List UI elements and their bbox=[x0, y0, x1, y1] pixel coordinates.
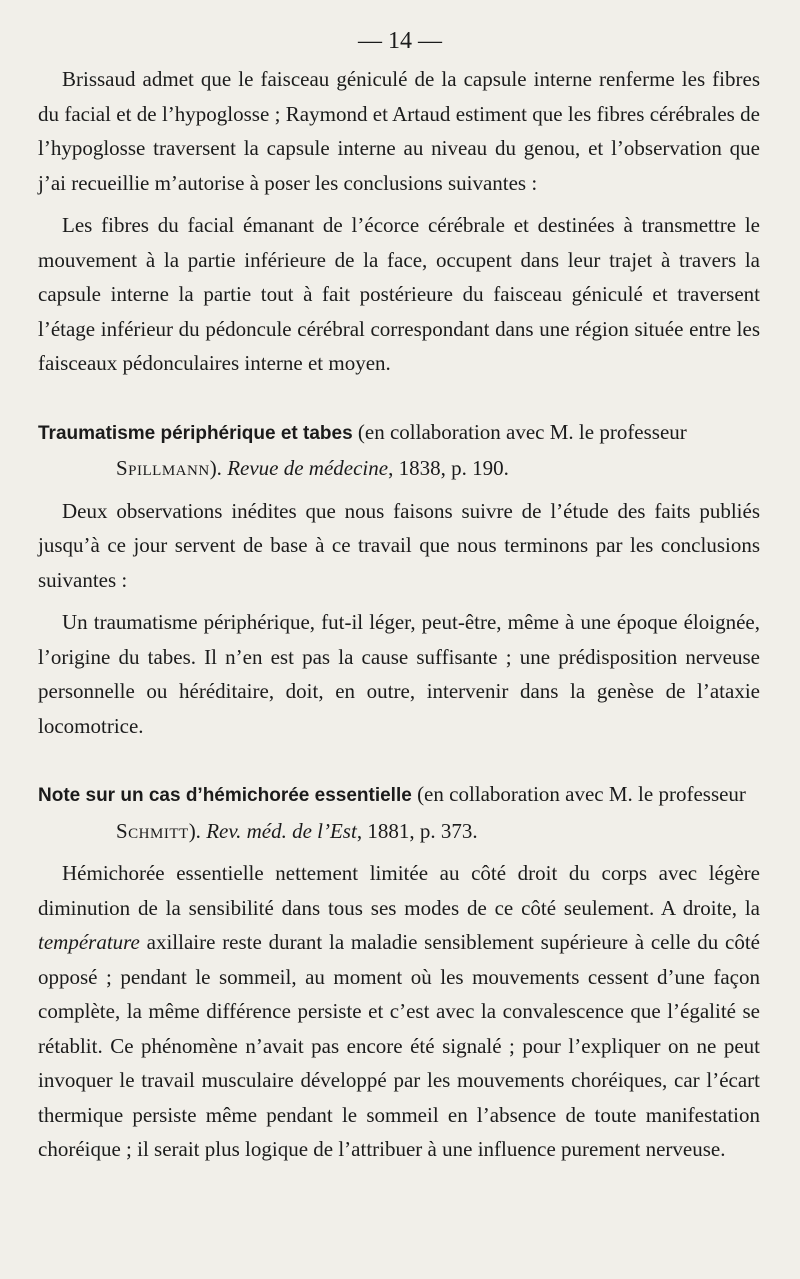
entry-reference: , 1881, p. 373. bbox=[356, 818, 478, 843]
paragraph-hemichoree bbox=[38, 856, 760, 1167]
paragraph-observations: Deux observations inédites que nous faisons suivre de l’étude des faits publiés jusqu’à ce jour servent de base à ce travail que nous terminons par les conclusions suivantes : bbox=[38, 498, 760, 592]
entry-collab-name: Schmitt bbox=[116, 818, 189, 843]
paragraph-brissaud: Brissaud admet que le faisceau géniculé de la capsule interne renferme les fibres du facial et de l’hypoglosse ; Raymond et Artaud estiment que les fibres cérébrales de l’hypoglosse traversent la capsule interne au niveau du genou, et l’observation que j’ai recueillie m’autorise à poser les conclusions suivantes : bbox=[38, 67, 760, 195]
entry-heading-traumatisme bbox=[38, 415, 760, 486]
entry-title: Traumatisme périphérique et tabes bbox=[38, 422, 353, 444]
paragraph-text-start: Hémichorée essentielle nettement limitée au côté droit du corps avec légère diminution de la sensibilité dans tous ses modes de ce côté seulement. A droite, la bbox=[38, 861, 760, 920]
entry-heading-hemichoree bbox=[38, 777, 760, 848]
entry-collab-suffix: ). bbox=[209, 456, 228, 480]
entry-collab-name: Spillmann bbox=[116, 456, 210, 480]
page-content bbox=[38, 62, 760, 1167]
paragraph-text-end: axillaire reste durant la maladie sensiblement supérieure à celle du côté opposé ; pendant le sommeil, au moment où les mouvements cessent d’une façon complète, la même différence persiste et c’est avec la convalescence que l’égalité se rétablit. Ce phénomène n’avait pas encore été signalé ; pour l’expliquer on ne peut invoquer le travail musculaire développé par les mouvements choréiques, car l’écart thermique persiste même pendant le sommeil en l’absence de toute manifestation choréique ; il serait plus logique de l’attribuer à une influence purement nerveuse. bbox=[38, 930, 760, 1161]
entry-journal: Revue de médecine bbox=[227, 456, 389, 480]
entry-collab-prefix: (en collaboration avec M. le professeur bbox=[411, 782, 746, 806]
entry-journal: Rev. méd. de l’Est bbox=[206, 818, 357, 843]
page-number: — 14 — bbox=[358, 28, 442, 54]
italic-term: température bbox=[38, 930, 140, 954]
entry-reference: , 1838, p. 190. bbox=[388, 456, 509, 480]
entry-collab-prefix: (en collaboration avec M. le professeur bbox=[352, 419, 687, 444]
paragraph-traumatisme-conclusion: Un traumatisme périphérique, fut-il léger, peut-être, même à une époque éloignée, l’origine du tabes. Il n’en est pas la cause suffisante ; une prédisposition nerveuse personnelle ou héréditaire, doit, en outre, intervenir dans la genèse de l’ataxie locomotrice. bbox=[38, 610, 760, 738]
entry-collab-suffix: ). bbox=[188, 818, 207, 843]
entry-title: Note sur un cas d’hémichorée essentielle bbox=[38, 785, 412, 806]
paragraph-conclusions-facial: Les fibres du facial émanant de l’écorce cérébrale et destinées à transmettre le mouvement à la partie inférieure de la face, occupent dans leur trajet à travers la capsule interne la partie tout à fait postérieure du faisceau géniculé et traversent l’étage inférieur du pédoncule cérébral correspondant dans une région située entre les faisceaux pédonculaires interne et moyen. bbox=[38, 213, 760, 375]
